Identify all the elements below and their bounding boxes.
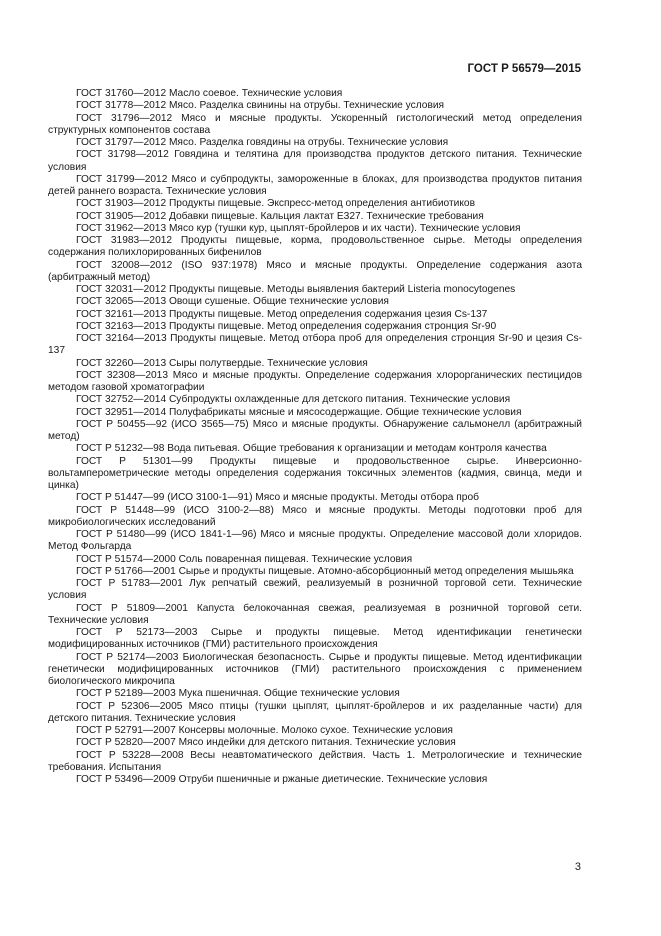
normative-references-list xyxy=(48,88,582,786)
reference-item: ГОСТ 32065—2013 Овощи сушеные. Общие технические условия xyxy=(76,296,389,308)
reference-item: ГОСТ Р 53228—2008 Весы неавтоматического действия. Часть 1. Метрологические и технические требования. Испытания xyxy=(48,749,582,773)
reference-item: ГОСТ Р 53496—2009 Отруби пшеничные и ржаные диетические. Технические условия xyxy=(76,774,488,785)
reference-item: ГОСТ Р 52306—2005 Мясо птицы (тушки цыплят, цыплят-бройлеров и их разделанные части) для детского питания. Технические условия xyxy=(48,700,582,724)
reference-item: ГОСТ Р 50455—92 (ИСО 3565—75) Мясо и мясные продукты. Обнаружение сальмонелл (арбитражный метод) xyxy=(48,418,582,442)
reference-item: ГОСТ Р 52173—2003 Сырье и продукты пищевые. Метод идентификации генетически модифицированных источников (ГМИ) растительного происхождения xyxy=(48,627,582,651)
reference-item: ГОСТ 32008—2012 (ISO 937:1978) Мясо и мясные продукты. Определение содержания азота (арбитражный метод) xyxy=(48,259,582,283)
reference-item: ГОСТ 32161—2013 Продукты пищевые. Метод определения содержания цезия Cs-137 xyxy=(76,308,488,320)
reference-item: ГОСТ Р 52174—2003 Биологическая безопасность. Сырье и продукты пищевые. Метод идентификации генетически модифицированных источников (ГМИ) растительного происхождения с применением биологического микрочипа xyxy=(48,651,582,687)
reference-item: ГОСТ Р 51574—2000 Соль поваренная пищевая. Технические условия xyxy=(76,553,413,565)
reference-item: ГОСТ Р 51301—99 Продукты пищевые и продовольственное сырье. Инверсионно-вольтамперометрические методы определения содержания токсичных элементов (кадмия, свинца, меди и цинка) xyxy=(48,455,582,491)
reference-item: ГОСТ 32164—2013 Продукты пищевые. Метод отбора проб для определения стронция Sr-90 и цезия Cs-137 xyxy=(48,333,582,357)
reference-item: ГОСТ 32308—2013 Мясо и мясные продукты. Определение содержания хлорорганических пестицидов методом газовой хроматографии xyxy=(48,369,582,393)
reference-item: ГОСТ 31903—2012 Продукты пищевые. Экспресс-метод определения антибиотиков xyxy=(76,198,475,210)
reference-item: ГОСТ Р 51447—99 (ИСО 3100-1—91) Мясо и мясные продукты. Методы отбора проб xyxy=(76,492,479,504)
reference-item: ГОСТ 31983—2012 Продукты пищевые, корма, продовольственное сырье. Методы определения содержания полихлорированных бифенилов xyxy=(48,235,582,259)
reference-item: ГОСТ Р 51809—2001 Капуста белокочанная свежая, реализуемая в розничной торговой сети. Технические условия xyxy=(48,602,582,626)
reference-item: ГОСТ 32951—2014 Полуфабрикаты мясные и мясосодержащие. Общие технические условия xyxy=(76,406,522,418)
reference-item: ГОСТ 31962—2013 Мясо кур (тушки кур, цыплят-бройлеров и их части). Технические условия xyxy=(76,222,521,234)
reference-item: ГОСТ Р 51480—99 (ИСО 1841-1—96) Мясо и мясные продукты. Определение массовой доли хлоридов. Метод Фольгарда xyxy=(48,529,582,553)
reference-item: ГОСТ Р 52791—2007 Консервы молочные. Молоко сухое. Технические условия xyxy=(76,725,453,736)
page-number: 3 xyxy=(574,861,581,873)
reference-item: ГОСТ Р 51448—99 (ИСО 3100-2—88) Мясо и мясные продукты. Методы подготовки проб для микробиологических исследований xyxy=(48,504,582,528)
reference-item: ГОСТ Р 51783—2001 Лук репчатый свежий, реализуемый в розничной торговой сети. Технические условия xyxy=(48,578,582,602)
reference-item: ГОСТ Р 51766—2001 Сырье и продукты пищевые. Атомно-абсорбционный метод определения мышьяка xyxy=(76,565,574,577)
reference-item: ГОСТ 32031—2012 Продукты пищевые. Методы выявления бактерий Listeria monocytogenes xyxy=(76,284,516,295)
reference-item: ГОСТ 32752—2014 Субпродукты охлажденные для детского питания. Технические условия xyxy=(76,394,511,406)
reference-item: ГОСТ Р 52189—2003 Мука пшеничная. Общие технические условия xyxy=(76,688,400,700)
reference-item: ГОСТ 31798—2012 Говядина и телятина для производства продуктов детского питания. Технические условия xyxy=(48,149,582,173)
reference-item: ГОСТ 31905—2012 Добавки пищевые. Кальция лактат Е327. Технические требования xyxy=(76,210,484,222)
reference-item: ГОСТ Р 52820—2007 Мясо индейки для детского питания. Технические условия xyxy=(76,737,456,749)
reference-item: ГОСТ 31797—2012 Мясо. Разделка говядины на отрубы. Технические условия xyxy=(76,137,449,148)
reference-item: ГОСТ 31796—2012 Мясо и мясные продукты. Ускоренный гистологический метод определения структурных компонентов состава xyxy=(48,112,582,136)
reference-item: ГОСТ 32163—2013 Продукты пищевые. Метод определения содержания стронция Sr-90 xyxy=(76,320,497,332)
reference-item: ГОСТ 31760—2012 Масло соевое. Технические условия xyxy=(76,88,343,99)
reference-item: ГОСТ Р 51232—98 Вода питьевая. Общие требования к организации и методам контроля качества xyxy=(76,443,547,455)
reference-item: ГОСТ 31799—2012 Мясо и субпродукты, замороженные в блоках, для производства продуктов питания детей раннего возраста. Технические условия xyxy=(48,173,582,197)
reference-item: ГОСТ 32260—2013 Сыры полутвердые. Технические условия xyxy=(76,357,368,369)
document-code-header: ГОСТ Р 56579—2015 xyxy=(467,63,581,75)
reference-item: ГОСТ 31778—2012 Мясо. Разделка свинины на отрубы. Технические условия xyxy=(76,100,445,112)
